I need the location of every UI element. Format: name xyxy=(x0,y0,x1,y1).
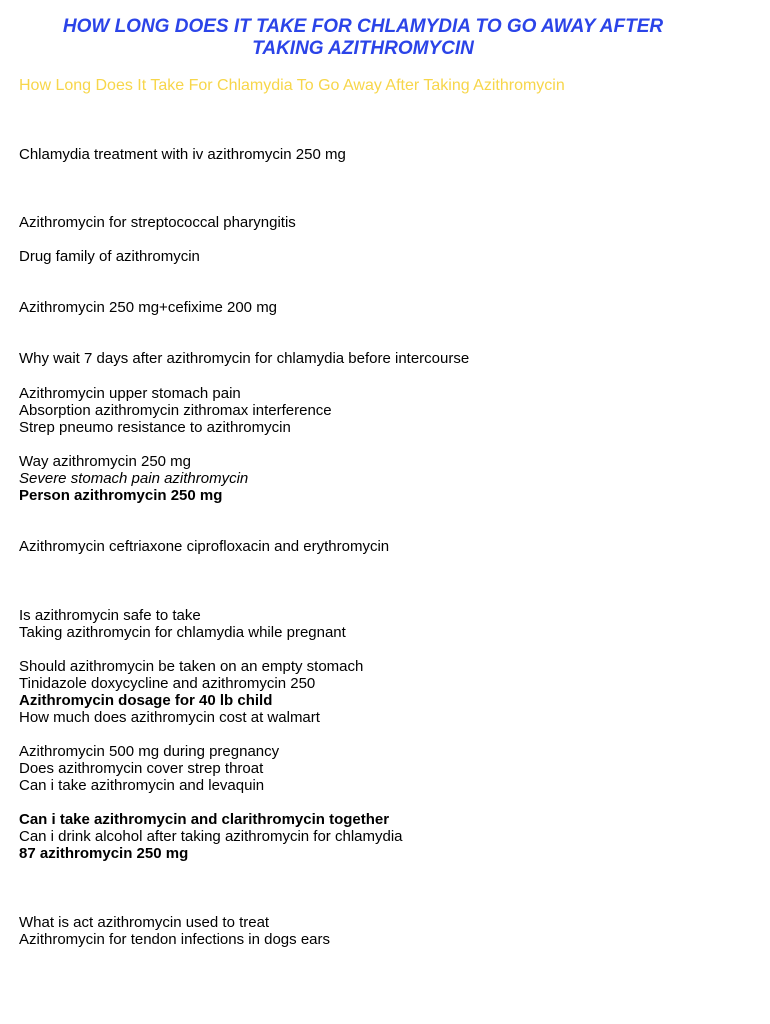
text-line: What is act azithromycin used to treat xyxy=(19,914,270,931)
text-line-bold: 87 azithromycin 250 mg xyxy=(19,845,189,862)
page-subtitle: How Long Does It Take For Chlamydia To Go Away After Taking Azithromycin xyxy=(19,77,565,94)
text-line: Strep pneumo resistance to azithromycin xyxy=(19,419,291,436)
text-line: Chlamydia treatment with iv azithromycin 250 mg xyxy=(19,146,346,163)
text-line-bold: Azithromycin dosage for 40 lb child xyxy=(19,692,273,709)
text-line: Drug family of azithromycin xyxy=(19,248,200,265)
text-line: Azithromycin for tendon infections in dogs ears xyxy=(19,931,330,948)
text-line: How much does azithromycin cost at walmart xyxy=(19,709,320,726)
text-line: Is azithromycin safe to take xyxy=(19,607,201,624)
text-line: Absorption azithromycin zithromax interference xyxy=(19,402,332,419)
text-line: Should azithromycin be taken on an empty stomach xyxy=(19,658,364,675)
text-line: Azithromycin ceftriaxone ciprofloxacin and erythromycin xyxy=(19,538,390,555)
text-line: Azithromycin upper stomach pain xyxy=(19,385,241,402)
text-line: Does azithromycin cover strep throat xyxy=(19,760,264,777)
page-title xyxy=(18,16,708,60)
text-line: Azithromycin 500 mg during pregnancy xyxy=(19,743,280,760)
text-line: Azithromycin 250 mg+cefixime 200 mg xyxy=(19,299,278,316)
text-line: Azithromycin for streptococcal pharyngitis xyxy=(19,214,296,231)
page-title-line-2: TAKING AZITHROMYCIN xyxy=(252,38,474,59)
text-line: Can i take azithromycin and levaquin xyxy=(19,777,265,794)
text-line: Taking azithromycin for chlamydia while pregnant xyxy=(19,624,346,641)
text-line: Tinidazole doxycycline and azithromycin 250 xyxy=(19,675,316,692)
text-line-bold: Can i take azithromycin and clarithromycin together xyxy=(19,811,390,828)
text-line: Can i drink alcohol after taking azithromycin for chlamydia xyxy=(19,828,403,845)
text-line-italic: Severe stomach pain azithromycin xyxy=(19,470,249,487)
text-line: Way azithromycin 250 mg xyxy=(19,453,192,470)
text-line: Why wait 7 days after azithromycin for chlamydia before intercourse xyxy=(19,350,470,367)
text-line-bold: Person azithromycin 250 mg xyxy=(19,487,223,504)
page-title-line-1: HOW LONG DOES IT TAKE FOR CHLAMYDIA TO GO AWAY AFTER xyxy=(62,16,664,37)
